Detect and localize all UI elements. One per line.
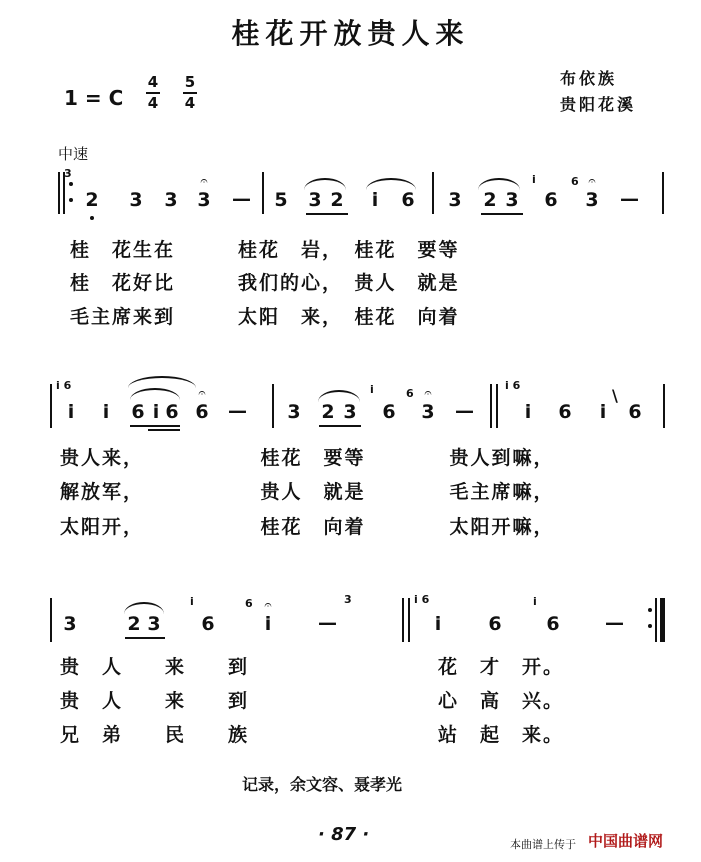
barline bbox=[663, 384, 665, 428]
note: i bbox=[102, 401, 110, 423]
note: 6 bbox=[546, 613, 560, 635]
grace-note: i 6 bbox=[505, 379, 521, 392]
lyric-row-1: 贵 人 来 到 花 才 开。 bbox=[60, 656, 565, 678]
note-fermata: 3 bbox=[421, 401, 435, 423]
note-fermata: 3 bbox=[197, 189, 211, 211]
final-barline bbox=[655, 598, 657, 642]
time-sig-bottom: 4 bbox=[147, 94, 159, 112]
barline bbox=[432, 172, 434, 214]
site-logo[interactable]: 中国曲谱网 bbox=[588, 832, 664, 850]
barline bbox=[662, 172, 664, 214]
note: 3 bbox=[63, 613, 77, 635]
sustain-dash: — bbox=[318, 612, 337, 634]
fermata-icon: 𝄐 bbox=[200, 174, 208, 189]
barline bbox=[496, 384, 498, 428]
note-fermata: 3 bbox=[585, 189, 599, 211]
upload-note: 本曲谱上传于 bbox=[510, 838, 576, 851]
sustain-dash: — bbox=[620, 188, 639, 210]
note: i bbox=[599, 401, 607, 423]
grace-note: i bbox=[190, 595, 194, 608]
grace-note: i 6 bbox=[414, 593, 430, 606]
grace-note: 6 bbox=[245, 597, 253, 610]
grace-note: i bbox=[532, 173, 536, 186]
note: 6 bbox=[165, 401, 179, 423]
lyric-row-3: 太阳开， 桂花 向着 太阳开嘛， bbox=[60, 516, 555, 538]
note: i bbox=[371, 189, 379, 211]
grace-note: 3 bbox=[64, 167, 72, 180]
final-barline-thick bbox=[660, 598, 665, 642]
time-signature-5-4 bbox=[183, 74, 197, 112]
barline bbox=[50, 384, 52, 428]
note: 6 bbox=[401, 189, 415, 211]
note-fermata: i bbox=[264, 613, 272, 635]
fermata-icon: 𝄐 bbox=[588, 174, 596, 189]
sustain-dash: — bbox=[455, 400, 474, 422]
grace-note: i bbox=[370, 383, 374, 396]
note: i bbox=[67, 401, 75, 423]
lyric-row-2: 桂 花好比 我们的心， 贵人 就是 bbox=[70, 272, 460, 294]
region-credit: 贵阳花溪 bbox=[560, 95, 637, 114]
note: 3 bbox=[505, 189, 519, 211]
note: 2 bbox=[483, 189, 497, 211]
grace-note: 6 bbox=[406, 387, 414, 400]
grace-note: i 6 bbox=[56, 379, 72, 392]
note: 6 bbox=[382, 401, 396, 423]
lyric-row-3: 毛主席来到 太阳 来， 桂花 向着 bbox=[70, 306, 460, 328]
grace-note: 6 bbox=[571, 175, 579, 188]
lyric-row-1: 桂 花生在 桂花 岩， 桂花 要等 bbox=[70, 239, 460, 261]
sustain-dash: — bbox=[605, 612, 624, 634]
note: 5 bbox=[274, 189, 288, 211]
page-number: · 87 · bbox=[318, 824, 370, 845]
lyric-row-1: 贵人来， 桂花 要等 贵人到嘛， bbox=[60, 447, 555, 469]
barline bbox=[490, 384, 492, 428]
recorder-credit: 记录，余文容、聂孝光 bbox=[242, 775, 403, 794]
ethnicity-credit: 布依族 bbox=[560, 69, 618, 88]
tempo-marking: 中速 bbox=[58, 145, 89, 163]
barline bbox=[272, 384, 274, 428]
note: 2 bbox=[321, 401, 335, 423]
note: 3 bbox=[287, 401, 301, 423]
glide-mark: \ bbox=[612, 386, 618, 405]
note: i bbox=[524, 401, 532, 423]
sustain-dash: — bbox=[228, 400, 247, 422]
barline bbox=[262, 172, 264, 214]
lyric-row-2: 解放军， 贵人 就是 毛主席嘛， bbox=[60, 481, 555, 503]
fermata-icon: 𝄐 bbox=[424, 386, 432, 401]
note: 2 bbox=[85, 189, 99, 211]
barline bbox=[402, 598, 404, 642]
note: 3 bbox=[308, 189, 322, 211]
note: i bbox=[152, 401, 160, 423]
fermata-icon: 𝄐 bbox=[198, 386, 206, 401]
note: 3 bbox=[129, 189, 143, 211]
note: 3 bbox=[343, 401, 357, 423]
fermata-icon: 𝄐 bbox=[264, 598, 272, 613]
note: 3 bbox=[164, 189, 178, 211]
lyric-row-3: 兄 弟 民 族 站 起 来。 bbox=[60, 724, 565, 746]
time-signature-4-4 bbox=[146, 74, 160, 112]
grace-note: i bbox=[533, 595, 537, 608]
song-title: 桂花开放贵人来 bbox=[231, 17, 470, 50]
note: 6 bbox=[558, 401, 572, 423]
note: 6 bbox=[628, 401, 642, 423]
lyric-row-2: 贵 人 来 到 心 高 兴。 bbox=[60, 690, 565, 712]
note: 2 bbox=[127, 613, 141, 635]
key-signature: 1 = C bbox=[64, 86, 124, 110]
time-sig-top: 5 bbox=[184, 73, 196, 91]
repeat-barline bbox=[58, 172, 60, 214]
barline bbox=[50, 598, 52, 642]
note: 6 bbox=[544, 189, 558, 211]
note: 6 bbox=[488, 613, 502, 635]
barline bbox=[408, 598, 410, 642]
grace-note: 3 bbox=[344, 593, 352, 606]
note: 6 bbox=[131, 401, 145, 423]
note: 3 bbox=[147, 613, 161, 635]
note: 6 bbox=[201, 613, 215, 635]
note: 2 bbox=[330, 189, 344, 211]
time-sig-bottom: 4 bbox=[184, 94, 196, 112]
note-fermata: 6 bbox=[195, 401, 209, 423]
sustain-dash: — bbox=[232, 188, 251, 210]
note: i bbox=[434, 613, 442, 635]
time-sig-top: 4 bbox=[147, 73, 159, 91]
note: 3 bbox=[448, 189, 462, 211]
